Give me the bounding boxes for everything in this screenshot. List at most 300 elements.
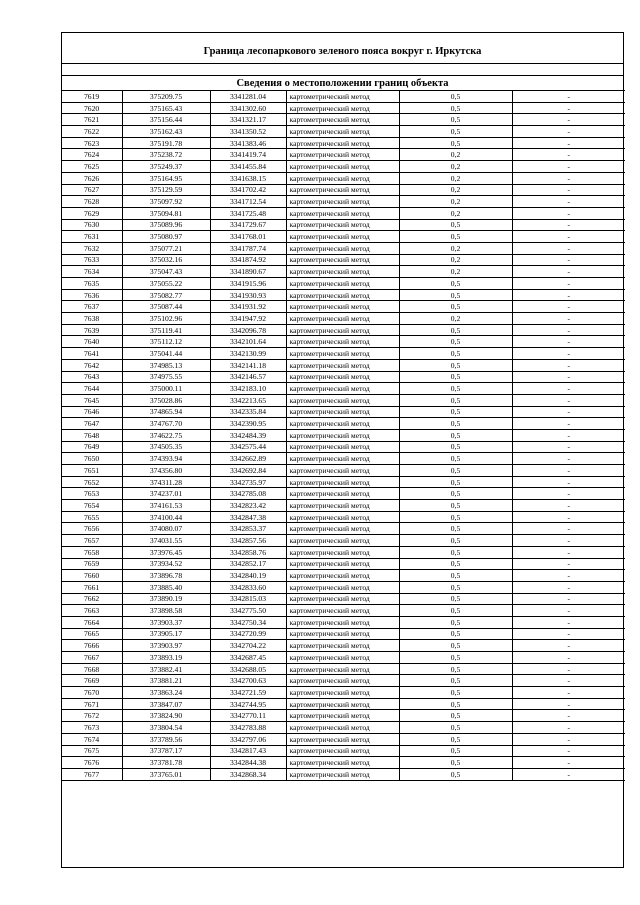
cell-point-number: 7664 bbox=[62, 616, 122, 628]
table-row bbox=[62, 324, 625, 336]
cell-y-coordinate: 3342783.88 bbox=[210, 722, 286, 734]
cell-y-coordinate: 3342823.42 bbox=[210, 500, 286, 512]
cell-x-coordinate: 375080.97 bbox=[122, 231, 210, 243]
cell-y-coordinate: 3342785.08 bbox=[210, 488, 286, 500]
cell-description: - bbox=[512, 336, 625, 348]
cell-description: - bbox=[512, 266, 625, 278]
coordinates-table bbox=[62, 90, 625, 781]
cell-x-coordinate: 373863.24 bbox=[122, 687, 210, 699]
cell-x-coordinate: 373882.41 bbox=[122, 663, 210, 675]
cell-description: - bbox=[512, 242, 625, 254]
table-row bbox=[62, 757, 625, 769]
cell-point-number: 7661 bbox=[62, 581, 122, 593]
cell-description: - bbox=[512, 126, 625, 138]
cell-description: - bbox=[512, 488, 625, 500]
cell-method: картометрический метод bbox=[286, 184, 399, 196]
cell-x-coordinate: 374237.01 bbox=[122, 488, 210, 500]
cell-method: картометрический метод bbox=[286, 231, 399, 243]
cell-x-coordinate: 373765.01 bbox=[122, 768, 210, 780]
cell-x-coordinate: 374975.55 bbox=[122, 371, 210, 383]
table-row bbox=[62, 523, 625, 535]
cell-x-coordinate: 375097.92 bbox=[122, 196, 210, 208]
cell-x-coordinate: 375156.44 bbox=[122, 114, 210, 126]
cell-method: картометрический метод bbox=[286, 593, 399, 605]
cell-method: картометрический метод bbox=[286, 476, 399, 488]
cell-point-number: 7636 bbox=[62, 289, 122, 301]
cell-accuracy: 0,5 bbox=[399, 301, 512, 313]
cell-method: картометрический метод bbox=[286, 371, 399, 383]
cell-accuracy: 0,5 bbox=[399, 324, 512, 336]
cell-method: картометрический метод bbox=[286, 628, 399, 640]
cell-y-coordinate: 3342662.89 bbox=[210, 453, 286, 465]
cell-x-coordinate: 374622.75 bbox=[122, 429, 210, 441]
cell-point-number: 7630 bbox=[62, 219, 122, 231]
cell-description: - bbox=[512, 371, 625, 383]
document-sheet bbox=[61, 32, 624, 868]
cell-x-coordinate: 375191.78 bbox=[122, 137, 210, 149]
coordinates-table-body bbox=[62, 91, 625, 781]
cell-x-coordinate: 373781.78 bbox=[122, 757, 210, 769]
cell-accuracy: 0,2 bbox=[399, 207, 512, 219]
cell-method: картометрический метод bbox=[286, 722, 399, 734]
cell-point-number: 7635 bbox=[62, 278, 122, 290]
table-row bbox=[62, 242, 625, 254]
cell-accuracy: 0,5 bbox=[399, 383, 512, 395]
cell-accuracy: 0,5 bbox=[399, 652, 512, 664]
cell-description: - bbox=[512, 593, 625, 605]
cell-y-coordinate: 3341931.92 bbox=[210, 301, 286, 313]
cell-description: - bbox=[512, 710, 625, 722]
cell-point-number: 7672 bbox=[62, 710, 122, 722]
table-row bbox=[62, 406, 625, 418]
table-row bbox=[62, 429, 625, 441]
cell-accuracy: 0,5 bbox=[399, 768, 512, 780]
cell-description: - bbox=[512, 149, 625, 161]
cell-y-coordinate: 3342687.45 bbox=[210, 652, 286, 664]
cell-point-number: 7673 bbox=[62, 722, 122, 734]
table-row bbox=[62, 231, 625, 243]
cell-method: картометрический метод bbox=[286, 488, 399, 500]
cell-description: - bbox=[512, 441, 625, 453]
cell-y-coordinate: 3341321.17 bbox=[210, 114, 286, 126]
cell-y-coordinate: 3342775.50 bbox=[210, 605, 286, 617]
table-row bbox=[62, 348, 625, 360]
cell-point-number: 7626 bbox=[62, 172, 122, 184]
cell-description: - bbox=[512, 196, 625, 208]
cell-y-coordinate: 3342797.06 bbox=[210, 733, 286, 745]
cell-y-coordinate: 3341350.52 bbox=[210, 126, 286, 138]
table-row bbox=[62, 441, 625, 453]
cell-y-coordinate: 3342688.05 bbox=[210, 663, 286, 675]
cell-accuracy: 0,5 bbox=[399, 336, 512, 348]
cell-y-coordinate: 3342721.59 bbox=[210, 687, 286, 699]
cell-point-number: 7633 bbox=[62, 254, 122, 266]
cell-method: картометрический метод bbox=[286, 278, 399, 290]
cell-point-number: 7668 bbox=[62, 663, 122, 675]
cell-point-number: 7665 bbox=[62, 628, 122, 640]
cell-x-coordinate: 374393.94 bbox=[122, 453, 210, 465]
cell-description: - bbox=[512, 231, 625, 243]
cell-description: - bbox=[512, 698, 625, 710]
cell-point-number: 7657 bbox=[62, 535, 122, 547]
cell-method: картометрический метод bbox=[286, 313, 399, 325]
cell-accuracy: 0,5 bbox=[399, 616, 512, 628]
cell-description: - bbox=[512, 289, 625, 301]
table-row bbox=[62, 394, 625, 406]
table-row bbox=[62, 172, 625, 184]
cell-point-number: 7628 bbox=[62, 196, 122, 208]
cell-accuracy: 0,5 bbox=[399, 359, 512, 371]
cell-x-coordinate: 375041.44 bbox=[122, 348, 210, 360]
cell-x-coordinate: 373903.97 bbox=[122, 640, 210, 652]
table-row bbox=[62, 102, 625, 114]
cell-accuracy: 0,2 bbox=[399, 254, 512, 266]
cell-y-coordinate: 3342484.39 bbox=[210, 429, 286, 441]
section-box bbox=[62, 76, 623, 90]
cell-x-coordinate: 373903.37 bbox=[122, 616, 210, 628]
cell-x-coordinate: 375209.75 bbox=[122, 91, 210, 103]
cell-description: - bbox=[512, 663, 625, 675]
cell-y-coordinate: 3342575.44 bbox=[210, 441, 286, 453]
cell-accuracy: 0,5 bbox=[399, 745, 512, 757]
cell-y-coordinate: 3342770.11 bbox=[210, 710, 286, 722]
cell-point-number: 7625 bbox=[62, 161, 122, 173]
cell-accuracy: 0,5 bbox=[399, 371, 512, 383]
cell-method: картометрический метод bbox=[286, 546, 399, 558]
cell-point-number: 7653 bbox=[62, 488, 122, 500]
cell-description: - bbox=[512, 757, 625, 769]
cell-accuracy: 0,5 bbox=[399, 278, 512, 290]
cell-point-number: 7638 bbox=[62, 313, 122, 325]
cell-method: картометрический метод bbox=[286, 523, 399, 535]
title-box bbox=[62, 33, 623, 64]
table-row bbox=[62, 687, 625, 699]
cell-accuracy: 0,5 bbox=[399, 546, 512, 558]
cell-method: картометрический метод bbox=[286, 453, 399, 465]
cell-point-number: 7676 bbox=[62, 757, 122, 769]
cell-x-coordinate: 374767.70 bbox=[122, 418, 210, 430]
cell-method: картометрический метод bbox=[286, 91, 399, 103]
cell-method: картометрический метод bbox=[286, 581, 399, 593]
table-row bbox=[62, 137, 625, 149]
table-row bbox=[62, 652, 625, 664]
cell-point-number: 7669 bbox=[62, 675, 122, 687]
cell-y-coordinate: 3341947.92 bbox=[210, 313, 286, 325]
cell-description: - bbox=[512, 383, 625, 395]
cell-accuracy: 0,5 bbox=[399, 698, 512, 710]
cell-point-number: 7647 bbox=[62, 418, 122, 430]
cell-point-number: 7652 bbox=[62, 476, 122, 488]
cell-x-coordinate: 373789.56 bbox=[122, 733, 210, 745]
cell-description: - bbox=[512, 278, 625, 290]
cell-description: - bbox=[512, 546, 625, 558]
cell-x-coordinate: 375077.21 bbox=[122, 242, 210, 254]
cell-y-coordinate: 3342700.63 bbox=[210, 675, 286, 687]
cell-accuracy: 0,5 bbox=[399, 523, 512, 535]
cell-description: - bbox=[512, 722, 625, 734]
document-title: Граница лесопаркового зеленого пояса вокруг г. Иркутска bbox=[203, 45, 482, 57]
cell-accuracy: 0,5 bbox=[399, 465, 512, 477]
cell-accuracy: 0,5 bbox=[399, 733, 512, 745]
cell-accuracy: 0,5 bbox=[399, 535, 512, 547]
cell-accuracy: 0,5 bbox=[399, 418, 512, 430]
cell-point-number: 7643 bbox=[62, 371, 122, 383]
cell-description: - bbox=[512, 313, 625, 325]
cell-point-number: 7641 bbox=[62, 348, 122, 360]
cell-point-number: 7645 bbox=[62, 394, 122, 406]
cell-point-number: 7649 bbox=[62, 441, 122, 453]
cell-y-coordinate: 3342720.99 bbox=[210, 628, 286, 640]
table-row bbox=[62, 371, 625, 383]
table-row bbox=[62, 628, 625, 640]
table-row bbox=[62, 616, 625, 628]
cell-method: картометрический метод bbox=[286, 161, 399, 173]
cell-point-number: 7667 bbox=[62, 652, 122, 664]
cell-x-coordinate: 373787.17 bbox=[122, 745, 210, 757]
cell-method: картометрический метод bbox=[286, 289, 399, 301]
cell-x-coordinate: 375094.81 bbox=[122, 207, 210, 219]
cell-y-coordinate: 3341768.01 bbox=[210, 231, 286, 243]
cell-accuracy: 0,5 bbox=[399, 102, 512, 114]
cell-x-coordinate: 373824.90 bbox=[122, 710, 210, 722]
cell-point-number: 7627 bbox=[62, 184, 122, 196]
cell-accuracy: 0,5 bbox=[399, 453, 512, 465]
cell-description: - bbox=[512, 558, 625, 570]
cell-y-coordinate: 3342833.60 bbox=[210, 581, 286, 593]
cell-accuracy: 0,5 bbox=[399, 722, 512, 734]
cell-y-coordinate: 3342744.95 bbox=[210, 698, 286, 710]
cell-accuracy: 0,5 bbox=[399, 511, 512, 523]
cell-point-number: 7660 bbox=[62, 570, 122, 582]
cell-method: картометрический метод bbox=[286, 710, 399, 722]
table-row bbox=[62, 301, 625, 313]
cell-point-number: 7622 bbox=[62, 126, 122, 138]
cell-method: картометрический метод bbox=[286, 535, 399, 547]
cell-method: картометрический метод bbox=[286, 441, 399, 453]
cell-description: - bbox=[512, 511, 625, 523]
table-row bbox=[62, 710, 625, 722]
cell-point-number: 7654 bbox=[62, 500, 122, 512]
cell-y-coordinate: 3342141.18 bbox=[210, 359, 286, 371]
cell-y-coordinate: 3342101.64 bbox=[210, 336, 286, 348]
cell-y-coordinate: 3342853.37 bbox=[210, 523, 286, 535]
cell-description: - bbox=[512, 102, 625, 114]
cell-accuracy: 0,5 bbox=[399, 640, 512, 652]
cell-x-coordinate: 374161.53 bbox=[122, 500, 210, 512]
table-row bbox=[62, 640, 625, 652]
cell-method: картометрический метод bbox=[286, 324, 399, 336]
table-row bbox=[62, 476, 625, 488]
cell-y-coordinate: 3341787.74 bbox=[210, 242, 286, 254]
cell-x-coordinate: 375112.12 bbox=[122, 336, 210, 348]
cell-point-number: 7648 bbox=[62, 429, 122, 441]
cell-point-number: 7632 bbox=[62, 242, 122, 254]
cell-method: картометрический метод bbox=[286, 698, 399, 710]
cell-x-coordinate: 375028.86 bbox=[122, 394, 210, 406]
cell-description: - bbox=[512, 219, 625, 231]
cell-x-coordinate: 375129.59 bbox=[122, 184, 210, 196]
cell-description: - bbox=[512, 640, 625, 652]
cell-accuracy: 0,5 bbox=[399, 231, 512, 243]
table-row bbox=[62, 383, 625, 395]
cell-description: - bbox=[512, 570, 625, 582]
cell-point-number: 7646 bbox=[62, 406, 122, 418]
cell-method: картометрический метод bbox=[286, 570, 399, 582]
cell-description: - bbox=[512, 675, 625, 687]
cell-y-coordinate: 3342817.43 bbox=[210, 745, 286, 757]
cell-y-coordinate: 3341725.48 bbox=[210, 207, 286, 219]
table-row bbox=[62, 149, 625, 161]
cell-accuracy: 0,2 bbox=[399, 149, 512, 161]
cell-y-coordinate: 3342146.57 bbox=[210, 371, 286, 383]
cell-point-number: 7674 bbox=[62, 733, 122, 745]
table-row bbox=[62, 558, 625, 570]
cell-point-number: 7619 bbox=[62, 91, 122, 103]
cell-method: картометрический метод bbox=[286, 219, 399, 231]
cell-accuracy: 0,5 bbox=[399, 675, 512, 687]
table-row bbox=[62, 359, 625, 371]
cell-accuracy: 0,5 bbox=[399, 710, 512, 722]
cell-y-coordinate: 3341712.54 bbox=[210, 196, 286, 208]
cell-description: - bbox=[512, 429, 625, 441]
cell-accuracy: 0,5 bbox=[399, 126, 512, 138]
cell-x-coordinate: 373893.19 bbox=[122, 652, 210, 664]
cell-description: - bbox=[512, 394, 625, 406]
cell-y-coordinate: 3342815.03 bbox=[210, 593, 286, 605]
cell-y-coordinate: 3342692.84 bbox=[210, 465, 286, 477]
table-row bbox=[62, 535, 625, 547]
cell-y-coordinate: 3342750.34 bbox=[210, 616, 286, 628]
cell-x-coordinate: 374865.94 bbox=[122, 406, 210, 418]
cell-x-coordinate: 375102.96 bbox=[122, 313, 210, 325]
cell-description: - bbox=[512, 476, 625, 488]
cell-point-number: 7629 bbox=[62, 207, 122, 219]
cell-accuracy: 0,5 bbox=[399, 581, 512, 593]
cell-description: - bbox=[512, 453, 625, 465]
cell-accuracy: 0,2 bbox=[399, 172, 512, 184]
cell-x-coordinate: 373976.45 bbox=[122, 546, 210, 558]
cell-accuracy: 0,5 bbox=[399, 663, 512, 675]
cell-y-coordinate: 3341281.04 bbox=[210, 91, 286, 103]
cell-method: картометрический метод bbox=[286, 640, 399, 652]
cell-description: - bbox=[512, 500, 625, 512]
cell-accuracy: 0,5 bbox=[399, 441, 512, 453]
cell-description: - bbox=[512, 359, 625, 371]
table-row bbox=[62, 698, 625, 710]
cell-y-coordinate: 3341930.93 bbox=[210, 289, 286, 301]
cell-method: картометрический метод bbox=[286, 745, 399, 757]
header-spacer bbox=[62, 64, 623, 76]
cell-method: картометрический метод bbox=[286, 102, 399, 114]
cell-method: картометрический метод bbox=[286, 172, 399, 184]
cell-x-coordinate: 375165.43 bbox=[122, 102, 210, 114]
cell-x-coordinate: 375055.22 bbox=[122, 278, 210, 290]
cell-method: картометрический метод bbox=[286, 348, 399, 360]
cell-description: - bbox=[512, 535, 625, 547]
cell-description: - bbox=[512, 184, 625, 196]
cell-accuracy: 0,5 bbox=[399, 757, 512, 769]
cell-description: - bbox=[512, 523, 625, 535]
table-row bbox=[62, 196, 625, 208]
cell-point-number: 7662 bbox=[62, 593, 122, 605]
cell-x-coordinate: 374505.35 bbox=[122, 441, 210, 453]
cell-x-coordinate: 373896.78 bbox=[122, 570, 210, 582]
cell-description: - bbox=[512, 605, 625, 617]
cell-description: - bbox=[512, 161, 625, 173]
cell-y-coordinate: 3342847.38 bbox=[210, 511, 286, 523]
cell-y-coordinate: 3342335.84 bbox=[210, 406, 286, 418]
cell-y-coordinate: 3342183.10 bbox=[210, 383, 286, 395]
cell-method: картометрический метод bbox=[286, 652, 399, 664]
table-row bbox=[62, 500, 625, 512]
table-row bbox=[62, 511, 625, 523]
cell-x-coordinate: 375047.43 bbox=[122, 266, 210, 278]
cell-x-coordinate: 373885.40 bbox=[122, 581, 210, 593]
cell-point-number: 7671 bbox=[62, 698, 122, 710]
cell-y-coordinate: 3342857.56 bbox=[210, 535, 286, 547]
cell-method: картометрический метод bbox=[286, 242, 399, 254]
cell-accuracy: 0,2 bbox=[399, 196, 512, 208]
cell-description: - bbox=[512, 745, 625, 757]
cell-description: - bbox=[512, 406, 625, 418]
cell-description: - bbox=[512, 687, 625, 699]
cell-point-number: 7639 bbox=[62, 324, 122, 336]
cell-accuracy: 0,5 bbox=[399, 488, 512, 500]
table-row bbox=[62, 675, 625, 687]
cell-point-number: 7666 bbox=[62, 640, 122, 652]
cell-x-coordinate: 373881.21 bbox=[122, 675, 210, 687]
table-row bbox=[62, 733, 625, 745]
cell-accuracy: 0,5 bbox=[399, 593, 512, 605]
cell-point-number: 7624 bbox=[62, 149, 122, 161]
cell-x-coordinate: 374311.28 bbox=[122, 476, 210, 488]
cell-x-coordinate: 373905.17 bbox=[122, 628, 210, 640]
cell-point-number: 7621 bbox=[62, 114, 122, 126]
cell-method: картометрический метод bbox=[286, 266, 399, 278]
cell-accuracy: 0,5 bbox=[399, 476, 512, 488]
cell-method: картометрический метод bbox=[286, 383, 399, 395]
cell-y-coordinate: 3341729.67 bbox=[210, 219, 286, 231]
cell-point-number: 7663 bbox=[62, 605, 122, 617]
cell-y-coordinate: 3342735.97 bbox=[210, 476, 286, 488]
cell-x-coordinate: 375119.41 bbox=[122, 324, 210, 336]
cell-y-coordinate: 3342844.38 bbox=[210, 757, 286, 769]
table-row bbox=[62, 488, 625, 500]
table-row bbox=[62, 161, 625, 173]
cell-accuracy: 0,5 bbox=[399, 137, 512, 149]
cell-method: картометрический метод bbox=[286, 675, 399, 687]
table-row bbox=[62, 768, 625, 780]
cell-method: картометрический метод bbox=[286, 406, 399, 418]
cell-accuracy: 0,2 bbox=[399, 266, 512, 278]
cell-accuracy: 0,5 bbox=[399, 605, 512, 617]
cell-x-coordinate: 375089.96 bbox=[122, 219, 210, 231]
cell-point-number: 7620 bbox=[62, 102, 122, 114]
cell-accuracy: 0,5 bbox=[399, 500, 512, 512]
cell-y-coordinate: 3342213.65 bbox=[210, 394, 286, 406]
table-row bbox=[62, 207, 625, 219]
cell-x-coordinate: 375000.11 bbox=[122, 383, 210, 395]
cell-point-number: 7650 bbox=[62, 453, 122, 465]
cell-point-number: 7637 bbox=[62, 301, 122, 313]
cell-y-coordinate: 3342704.22 bbox=[210, 640, 286, 652]
cell-point-number: 7658 bbox=[62, 546, 122, 558]
cell-accuracy: 0,5 bbox=[399, 114, 512, 126]
cell-method: картометрический метод bbox=[286, 733, 399, 745]
cell-accuracy: 0,5 bbox=[399, 91, 512, 103]
cell-y-coordinate: 3341302.60 bbox=[210, 102, 286, 114]
cell-point-number: 7651 bbox=[62, 465, 122, 477]
